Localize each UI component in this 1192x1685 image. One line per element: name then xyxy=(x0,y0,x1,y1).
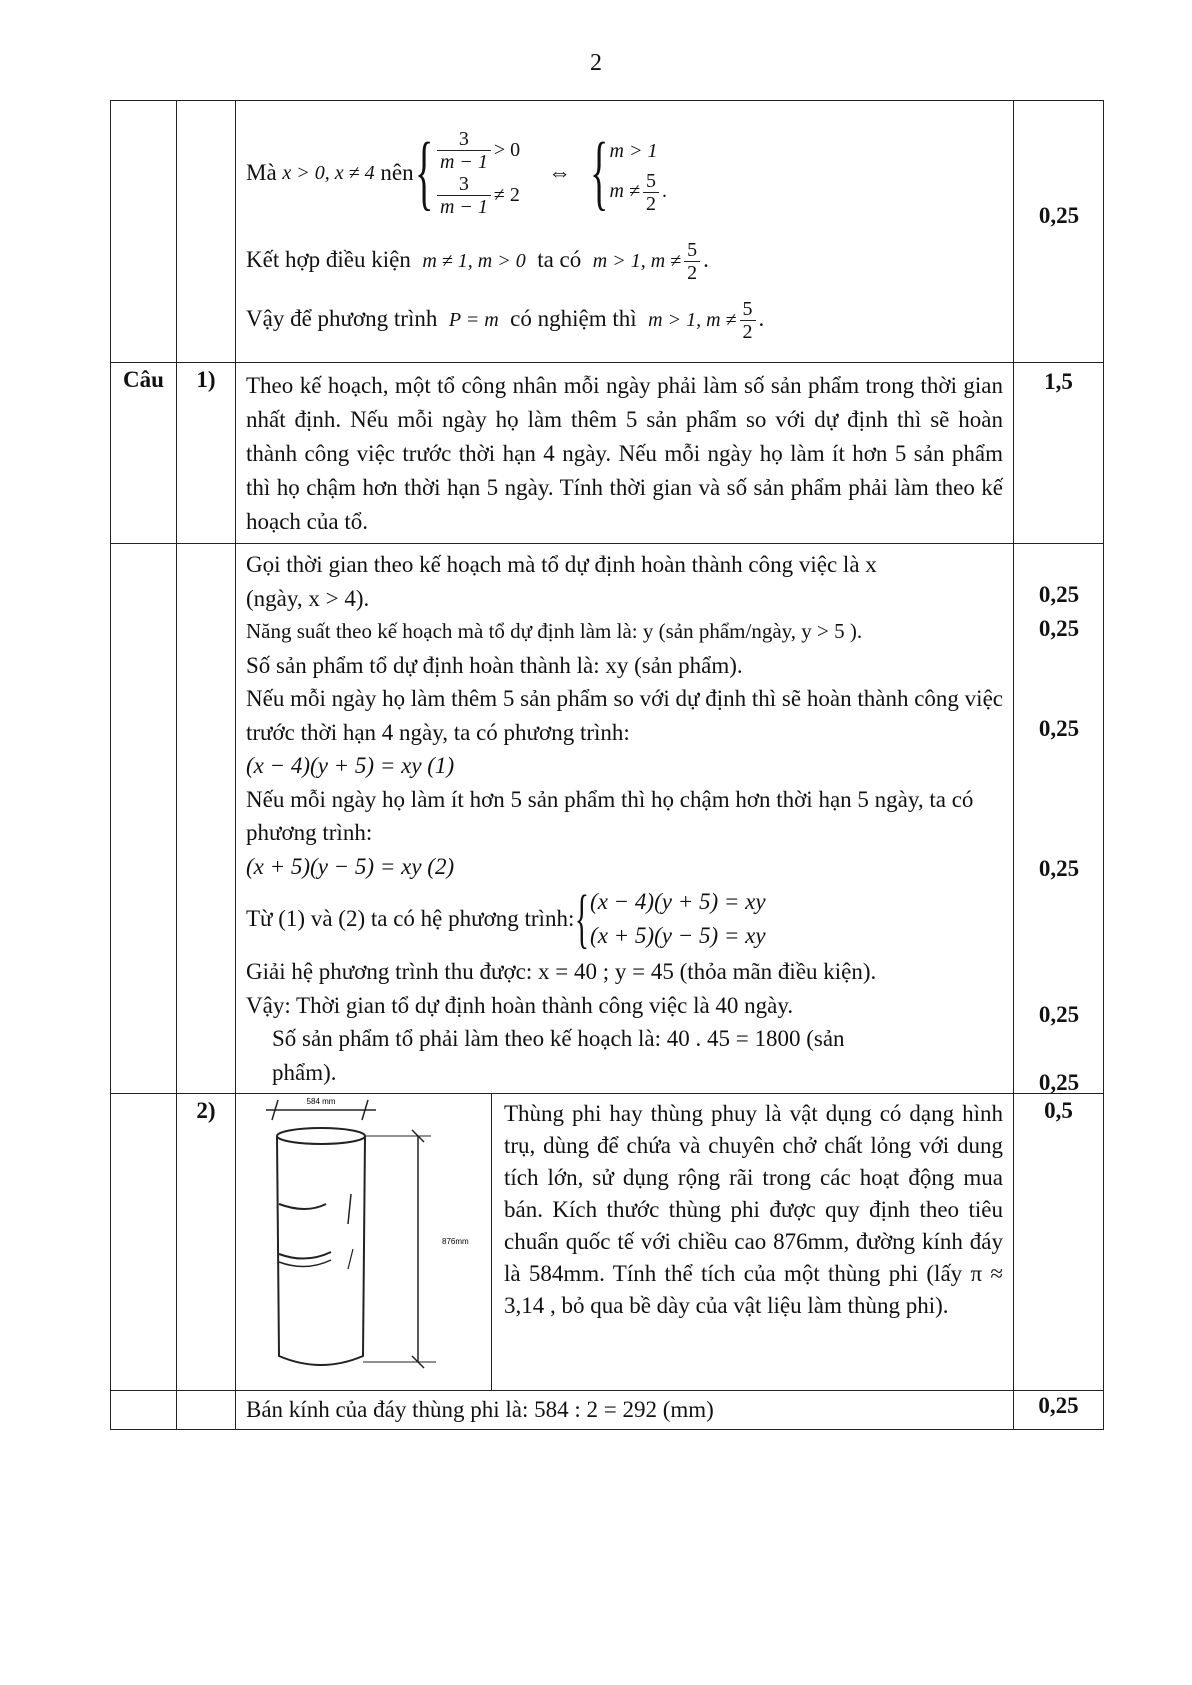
part-1-label: 1) xyxy=(177,363,236,544)
m-condition-content xyxy=(236,101,1014,363)
q1-problem-text: Theo kế hoạch, một tổ công nhân mỗi ngày phải làm số sản phẩm trong thời gian nhất định. Nếu mỗi ngày họ làm thêm 5 sản phẩm so với dự định thì sẽ hoàn thành công việc trước thời hạn 4 ngày. Nếu mỗi ngày họ làm ít hơn 5 sản phẩm thì họ chậm hơn thời hạn 5 ngày. Tính thời gian và số sản phẩm phải làm theo kế hoạch của tổ. xyxy=(246,373,1003,534)
system-brace: { xyxy=(575,882,590,955)
eq-p-m: P = m xyxy=(448,308,499,331)
final-den: 2 xyxy=(742,321,753,343)
final-tail: . xyxy=(758,305,765,331)
res-m: m > 1, m ≠ xyxy=(592,249,682,272)
m-combine-line xyxy=(246,239,1003,284)
sol-line-3: Năng suất theo kế hoạch mà tổ dự định làm là: y (sản phẩm/ngày, y > 5 ). xyxy=(246,619,863,643)
result-system xyxy=(610,132,667,215)
r2-num: 5 xyxy=(643,170,659,193)
q1-solution-scores xyxy=(1014,544,1104,1094)
r2-den: 2 xyxy=(645,192,656,215)
part-cell-empty xyxy=(177,101,236,363)
score-cell-m xyxy=(1014,101,1104,363)
f1-num: 3 xyxy=(437,128,491,151)
score-5: 0,25 xyxy=(1038,1002,1080,1027)
f1-rel: > 0 xyxy=(493,138,521,161)
r2-lhs: m ≠ xyxy=(609,179,640,202)
cond-m: m ≠ 1, m > 0 xyxy=(422,249,526,272)
sol-equation-1: (x − 4)(y + 5) = xy (1) xyxy=(246,753,455,778)
fraction-system xyxy=(434,128,520,218)
row-q1-solution xyxy=(111,544,1104,1094)
r1: m > 1 xyxy=(609,139,658,162)
sol-line-10: Giải hệ phương trình thu được: x = 40 ; y = 45 (thỏa mãn điều kiện). xyxy=(246,959,877,984)
iff-symbol: ⇔ xyxy=(548,160,572,185)
equation-system xyxy=(590,885,766,953)
text-vay: Vậy để phương trình xyxy=(246,305,438,331)
brace-right: { xyxy=(590,126,609,219)
cau-cell-empty xyxy=(111,101,177,363)
row-m-condition xyxy=(111,101,1104,363)
f1-den: m − 1 xyxy=(439,151,488,173)
cau-label: Câu xyxy=(111,363,177,544)
res-tail: . xyxy=(703,246,709,272)
text-ket-hop: Kết hợp điều kiện xyxy=(246,246,411,272)
f2-den: m − 1 xyxy=(439,196,488,218)
cond-x: x > 0, x ≠ 4 xyxy=(282,161,375,184)
cau-cell-empty-4 xyxy=(111,1391,177,1430)
text-nen: nên xyxy=(380,160,414,185)
sol-line-4: Số sản phẩm tổ dự định hoàn thành là: xy (sản phẩm). xyxy=(246,652,743,678)
score-m: 0,25 xyxy=(1038,203,1080,228)
score-4: 0,25 xyxy=(1038,856,1080,881)
width-label: 584 mm xyxy=(306,1097,336,1106)
score-1: 0,25 xyxy=(1038,582,1080,607)
score-2: 0,25 xyxy=(1038,616,1080,641)
answer-table xyxy=(110,100,1104,1430)
sol-line-11: Vậy: Thời gian tổ dự định hoàn thành công việc là 40 ngày. xyxy=(246,992,794,1018)
text-ta-co: ta có xyxy=(537,246,582,272)
row-q2-radius xyxy=(111,1391,1104,1430)
drum-figure xyxy=(236,1094,492,1390)
score-6: 0,25 xyxy=(1038,1070,1080,1095)
q1-solution-cell xyxy=(236,544,1014,1094)
part-2-label: 2) xyxy=(177,1094,236,1391)
score-3: 0,25 xyxy=(1038,716,1080,741)
sol-line-12: Số sản phẩm tổ phải làm theo kế hoạch là: 40 . 45 = 1800 (sản phẩm). xyxy=(272,1026,845,1085)
drum-illustration xyxy=(236,1094,491,1384)
cau-cell-empty-2 xyxy=(111,544,177,1094)
f2-rel: ≠ 2 xyxy=(493,183,520,206)
sol-equation-2: (x + 5)(y − 5) = xy (2) xyxy=(246,853,455,879)
res-num: 5 xyxy=(684,239,700,262)
system-eq-1: (x − 4)(y + 5) = xy xyxy=(590,889,766,914)
q1-problem-score: 1,5 xyxy=(1014,363,1104,544)
q2-problem-text: Thùng phi hay thùng phuy là vật dụng có dạng hình trụ, dùng để chứa và chuyên chở chất lỏng với dung tích lớn, sử dụng rộng rãi trong các hoạt động mua bán. Kích thước thùng phi được quy định theo tiêu chuẩn quốc tế với chiều cao 876mm, đường kính đáy là 584mm. Tính thể tích của một thùng phi (lấy π ≈ 3,14 , bỏ qua bề dày của vật liệu làm thùng phi). xyxy=(504,1101,1003,1318)
q2-problem-cell xyxy=(236,1094,1014,1391)
sol-line-1: Gọi thời gian theo kế hoạch mà tổ dự định hoàn thành công việc là x xyxy=(246,552,877,577)
sol-line-2: (ngày, x > 4). xyxy=(246,585,370,611)
r2-tail: . xyxy=(661,179,667,202)
q2-radius-score: 0,25 xyxy=(1014,1391,1104,1430)
final-num: 5 xyxy=(740,298,756,321)
m-conclusion-line xyxy=(246,298,1003,343)
height-label: 876mm xyxy=(442,1237,469,1246)
part-cell-empty-4 xyxy=(177,1391,236,1430)
sol-line-7: Nếu mỗi ngày họ làm ít hơn 5 sản phẩm thì họ chậm hơn thời hạn 5 ngày, ta có phương trình: xyxy=(246,786,974,845)
row-q2-problem xyxy=(111,1094,1104,1391)
q2-radius-text: Bán kính của đáy thùng phi là: 584 : 2 = 292 (mm) xyxy=(246,1397,714,1422)
q2-radius-cell xyxy=(236,1391,1014,1430)
text-co-nghiem: có nghiệm thì xyxy=(510,305,637,331)
final-m: m > 1, m ≠ xyxy=(648,308,737,331)
text-ma: Mà xyxy=(246,160,277,185)
system-eq-2: (x + 5)(y − 5) = xy xyxy=(590,923,766,948)
page-number: 2 xyxy=(590,50,602,76)
part-cell-empty-2 xyxy=(177,544,236,1094)
sol-system-text: Từ (1) và (2) ta có hệ phương trình: xyxy=(246,906,575,932)
res-den: 2 xyxy=(687,262,698,284)
sol-line-5: Nếu mỗi ngày họ làm thêm 5 sản phẩm so với dự định thì sẽ hoàn thành công việc trước thời hạn 4 ngày, ta có phương trình: xyxy=(246,686,1003,745)
f2-num: 3 xyxy=(437,173,491,196)
q1-problem-cell xyxy=(236,363,1014,544)
cau-cell-empty-3 xyxy=(111,1094,177,1391)
sol-system-line xyxy=(246,883,1003,955)
row-q1-problem xyxy=(111,363,1104,544)
q2-problem-score: 0,5 xyxy=(1014,1094,1104,1391)
m-system-line xyxy=(246,119,1003,227)
brace-left: { xyxy=(414,126,433,219)
